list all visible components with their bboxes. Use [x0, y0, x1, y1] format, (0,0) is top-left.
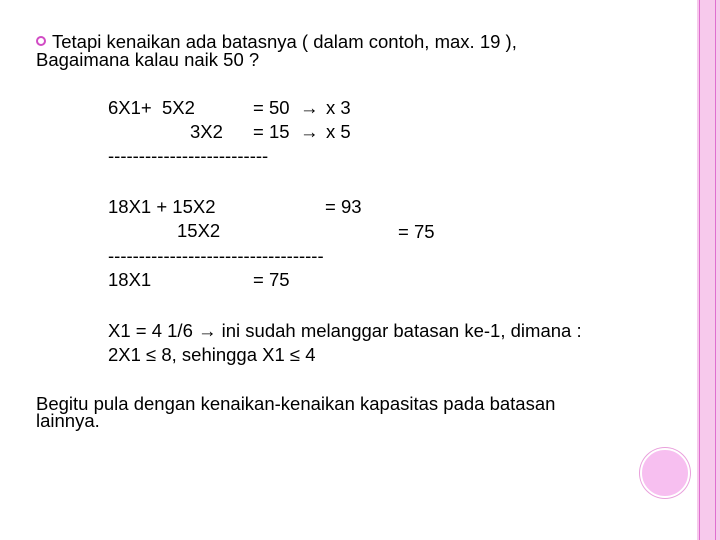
calc2-divider: -----------------------------------	[108, 245, 324, 266]
calc1-row1-eq: = 50	[253, 97, 290, 118]
frame-line-left	[699, 0, 700, 540]
calc2-row1-left: 18X1 + 15X2	[108, 196, 216, 217]
calc1-row2-left: 3X2	[190, 121, 223, 142]
calc1-row1-left: 6X1+ 5X2	[108, 97, 195, 118]
result-value: X1 = 4 1/6	[108, 320, 193, 341]
arrow-right-icon: →	[198, 320, 217, 341]
arrow-right-icon: →	[300, 121, 319, 142]
intro-line-2: Bagaimana kalau naik 50 ?	[36, 49, 260, 70]
calc1-row2-eq: = 15	[253, 121, 290, 142]
frame-line-right	[715, 0, 716, 540]
calc1-row2-mult: x 5	[326, 121, 351, 142]
calc2-row1-right: = 93	[325, 196, 362, 217]
arrow-right-icon: →	[300, 97, 319, 118]
calc1-divider: --------------------------	[108, 145, 269, 166]
result-line-2: 2X1 ≤ 8, sehingga X1 ≤ 4	[108, 344, 316, 365]
intro-line-1: Tetapi kenaikan ada batasnya ( dalam contoh, max. 19 ),	[52, 31, 517, 52]
decorative-circle	[640, 448, 690, 498]
result-explanation: ini sudah melanggar batasan ke-1, dimana :	[221, 320, 582, 341]
calc2-row3-left: 18X1	[108, 269, 152, 290]
calc2-row2-right: = 75	[398, 221, 435, 242]
calc1-row1-mult: x 3	[326, 97, 351, 118]
closing-line-2: lainnya.	[36, 410, 100, 431]
result-line-1	[108, 321, 582, 341]
calc2-row2-left: 15X2	[177, 220, 221, 241]
bullet-icon	[36, 36, 46, 46]
side-frame-decoration	[697, 0, 720, 540]
closing-line-1: Begitu pula dengan kenaikan-kenaikan kapasitas pada batasan	[36, 393, 556, 414]
calc2-row3-right: = 75	[253, 269, 290, 290]
